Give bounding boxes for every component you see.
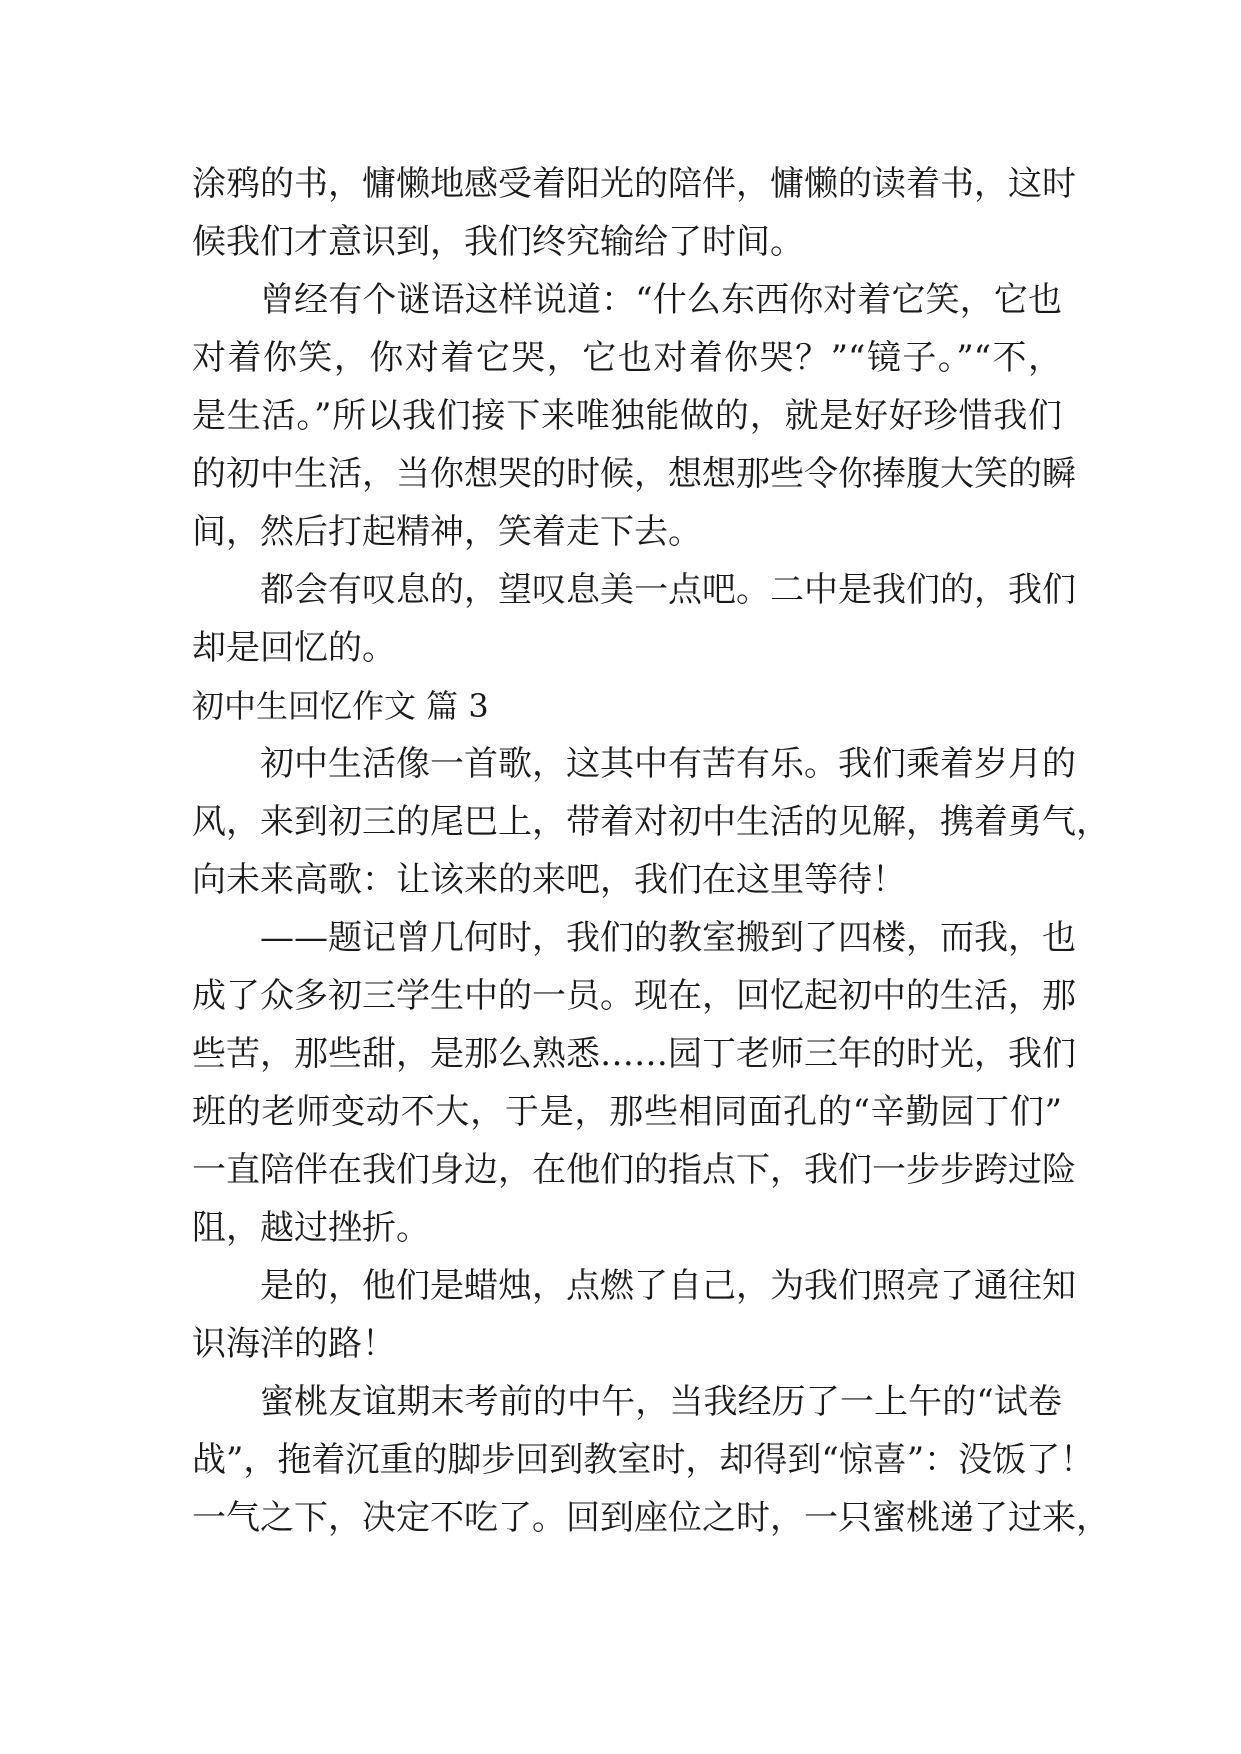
essay-text: [192, 155, 1110, 1547]
text-line: 是生活。”所以我们接下来唯独能做的，就是好好珍惜我们: [192, 396, 1062, 436]
text-line: 涂鸦的书，慵懒地感受着阳光的陪伴，慵懒的读着书，这时: [192, 164, 1076, 204]
text-line: 向未来高歌：让该来的来吧，我们在这里等待！: [192, 860, 906, 900]
text-line: 却是回忆的。: [192, 628, 396, 668]
text-line: 班的老师变动不大，于是，那些相同面孔的“辛勤园丁们”: [192, 1092, 1062, 1132]
paragraph-start-line: 是的，他们是蜡烛，点燃了自己，为我们照亮了通往知: [260, 1266, 1076, 1306]
text-line: 识海洋的路！: [192, 1324, 396, 1364]
text-line: 对着你笑，你对着它哭，它也对着你哭？”“镜子。”“不，: [192, 338, 1062, 378]
text-line: 成了众多初三学生中的一员。现在，回忆起初中的生活，那: [192, 976, 1076, 1016]
section-heading: 初中生回忆作文 篇 3: [192, 687, 489, 725]
text-line: 些苦，那些甜，是那么熟悉……园丁老师三年的时光，我们: [192, 1034, 1076, 1074]
paragraph-start-line: 初中生活像一首歌，这其中有苦有乐。我们乘着岁月的: [260, 744, 1076, 784]
text-line: 候我们才意识到，我们终究输给了时间。: [192, 222, 804, 262]
text-line: 的初中生活，当你想哭的时候，想想那些令你捧腹大笑的瞬: [192, 454, 1076, 494]
text-line: 阻，越过挫折。: [192, 1208, 430, 1248]
paragraph-start-line: 蜜桃友谊期末考前的中午，当我经历了一上午的“试卷: [260, 1382, 1062, 1422]
paragraph-start-line: 都会有叹息的，望叹息美一点吧。二中是我们的，我们: [260, 570, 1076, 610]
text-line: 一气之下，决定不吃了。回到座位之时，一只蜜桃递了过来，: [192, 1498, 1110, 1538]
text-line: 风，来到初三的尾巴上，带着对初中生活的见解，携着勇气，: [192, 802, 1110, 842]
paragraph-start-line: 曾经有个谜语这样说道：“什么东西你对着它笑，它也: [260, 280, 1062, 320]
paragraph-start-line: ——题记曾几何时，我们的教室搬到了四楼，而我，也: [260, 918, 1076, 958]
text-line: 战”，拖着沉重的脚步回到教室时，却得到“惊喜”：没饭了！: [192, 1440, 1095, 1480]
text-line: 一直陪伴在我们身边，在他们的指点下，我们一步步跨过险: [192, 1150, 1076, 1190]
text-line: 间，然后打起精神，笑着走下去。: [192, 512, 702, 552]
